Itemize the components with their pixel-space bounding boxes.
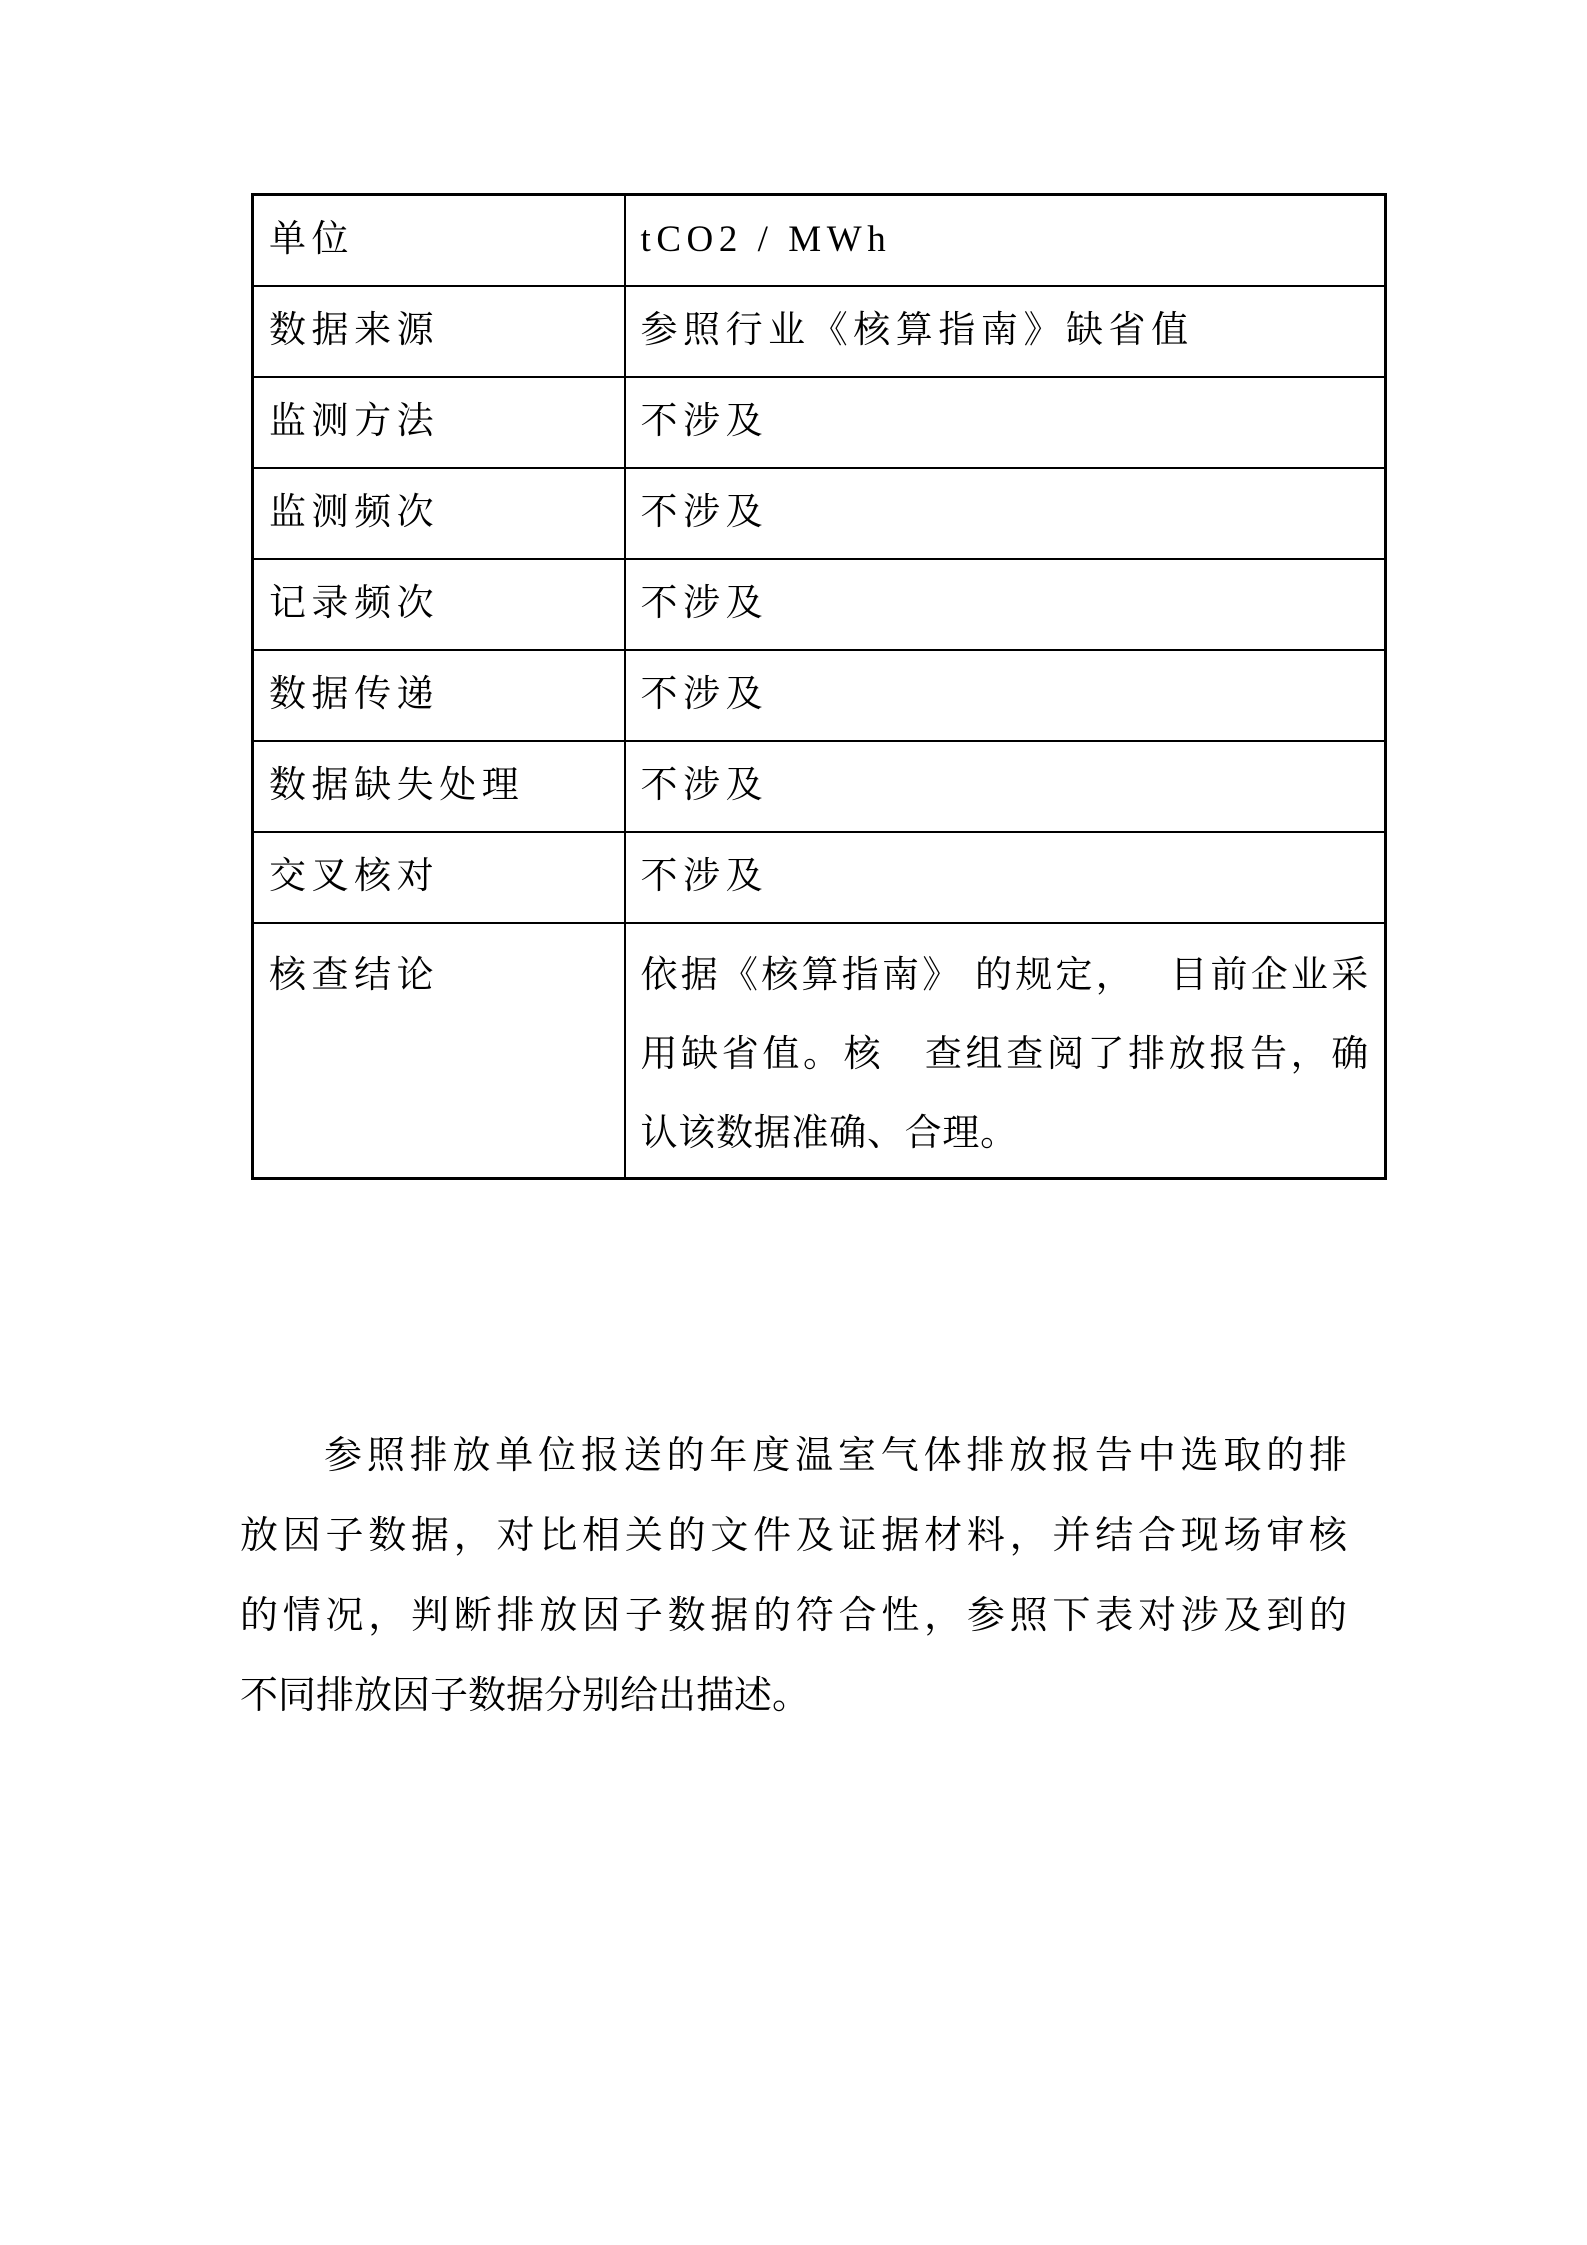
row-label: 数据来源 (253, 286, 625, 377)
conclusion-line: 用缺省值。核 查组查阅了排放报告，确 (640, 1033, 1369, 1075)
table-row-monitoring-frequency (253, 468, 1386, 559)
row-label: 数据传递 (253, 650, 625, 741)
row-value: 不涉及 (625, 377, 1386, 468)
row-value: tCO2 / MWh (625, 195, 1386, 286)
row-label: 交叉核对 (253, 832, 625, 923)
paragraph-line: 放因子数据，对比相关的文件及证据材料，并结合现场审核 (240, 1515, 1347, 1557)
row-value: 不涉及 (625, 832, 1386, 923)
row-value: 不涉及 (625, 650, 1386, 741)
conclusion-line: 依据《核算指南》 的规定， 目前企业采 (640, 954, 1369, 996)
paragraph-line: 参照排放单位报送的年度温室气体排放报告中选取的排 (324, 1435, 1347, 1477)
row-value (625, 923, 1386, 1179)
row-value: 参照行业《核算指南》缺省值 (625, 286, 1386, 377)
table-row-data-transfer (253, 650, 1386, 741)
table-row-monitoring-method (253, 377, 1386, 468)
row-value: 不涉及 (625, 559, 1386, 650)
table-row-recording-frequency (253, 559, 1386, 650)
row-label: 记录频次 (253, 559, 625, 650)
table-row-missing-data-handling (253, 741, 1386, 832)
table-row-verification-conclusion (253, 923, 1386, 1179)
row-value: 不涉及 (625, 741, 1386, 832)
row-label: 核查结论 (253, 923, 625, 1179)
row-label: 监测方法 (253, 377, 625, 468)
paragraph-line: 的情况，判断排放因子数据的符合性，参照下表对涉及到的 (240, 1595, 1347, 1637)
row-label: 数据缺失处理 (253, 741, 625, 832)
table-row-cross-check (253, 832, 1386, 923)
data-attribute-table (251, 193, 1387, 1180)
row-label: 监测频次 (253, 468, 625, 559)
body-paragraph (240, 1416, 1347, 1736)
row-value: 不涉及 (625, 468, 1386, 559)
table-row-data-source (253, 286, 1386, 377)
conclusion-line: 认该数据准确、合理。 (640, 1112, 1018, 1154)
table-row-unit (253, 195, 1386, 286)
row-label: 单位 (253, 195, 625, 286)
paragraph-line: 不同排放因子数据分别给出描述。 (240, 1675, 811, 1717)
